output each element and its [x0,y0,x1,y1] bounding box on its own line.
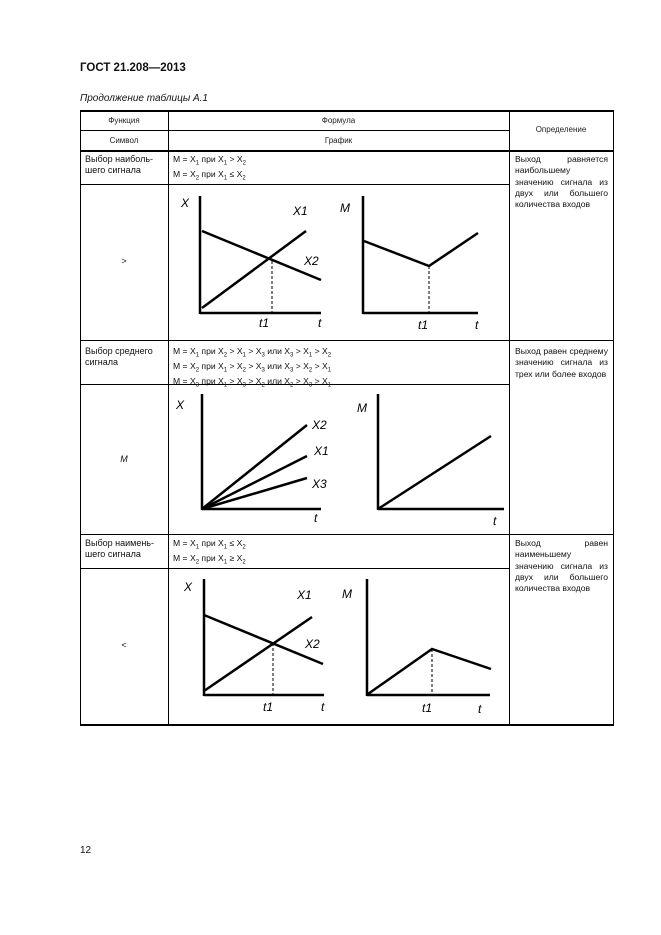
axis-label: t [318,316,322,330]
tick-label: t1 [418,318,429,332]
definition-max: Выход равняется наибольшему значению сигнала из двух или большего количества входов [515,154,608,210]
functions-table [80,110,614,726]
symbol-median: M [120,454,128,464]
axis-label: M [342,587,352,601]
header-function: Функция [108,116,140,125]
line-x2-ascending [202,231,306,308]
standard-code: ГОСТ 21.208—2013 [80,62,186,74]
axis-label: M [340,201,350,215]
tick-label: t1 [259,316,270,330]
line-label: X1 [297,588,312,602]
axis-label: t [314,511,318,525]
header-graph: График [324,136,353,145]
axis-label: t [478,702,482,716]
definition-min: Выход равен наименьшему значению сигнала из двух или большего количества входов [515,538,608,594]
graph-median-output [378,394,504,510]
line-label: X2 [305,637,320,651]
header-symbol: Символ [109,136,139,145]
axis-label: t [321,700,325,714]
graph-max-output [363,196,478,314]
table-continuation-caption: Продолжение таблицы А.1 [80,93,208,104]
formula-max: $M = X_1$ при $X_1 > X_2$ $M = X_2$ при $X_1 \le X_2$ [173,154,246,182]
function-max-select: Выбор наиболь- шего сигнала [85,154,154,175]
graphs-layer [80,110,614,726]
header-definition: Определение [535,125,587,134]
axis-label: t [475,318,479,332]
symbol-max: > [121,256,127,266]
formula-min: $M = X_1$ при $X_1 \le X_2$ $M = X_2$ при $X_1 \ge X_2$ [173,538,246,566]
axis-label: t [493,514,497,528]
line-label: X1 [314,444,329,458]
symbol-min: < [121,640,127,650]
formula-median: $M = X_1$ при $X_2 > X_1 > X_3$ или $X_3 > X_1 > X_2$ $M = X_2$ при $X_1 > X_2 > X_3$ или $X_3 > X_2 > X_1$ $M = X_3$ при $X_1 > X_3 > X_2$ или $X_2 > X_3 > X_1$ [173,346,332,390]
header-formula: Формула [321,116,356,125]
definition-median: Выход равен среднему значению сигнала из трех или более входов [515,346,608,379]
axis-label: X [184,580,193,594]
axis-label: M [357,401,367,415]
graph-median-inputs [202,394,321,510]
graph-min-output [367,579,491,696]
function-median-select: Выбор среднего сигнала [85,346,153,367]
page-number: 12 [80,845,92,856]
axis-label: X [181,196,190,210]
tick-label: t1 [263,700,274,714]
axis-label: X [176,398,185,412]
line-label: X3 [312,477,327,491]
tick-label: t1 [422,701,433,715]
function-min-select: Выбор наимень- шего сигнала [85,538,154,559]
line-label: X2 [312,418,327,432]
line-label: X2 [304,254,319,268]
line-label: X1 [293,204,308,218]
